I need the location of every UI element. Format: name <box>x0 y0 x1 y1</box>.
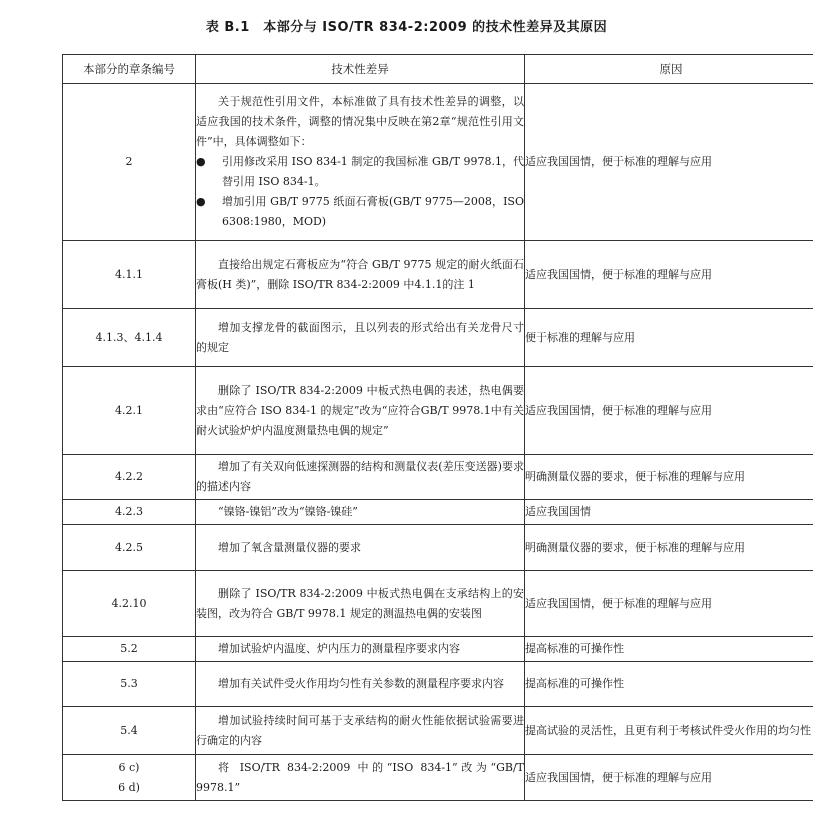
clause-cell: 5.4 <box>63 707 196 755</box>
clause-cell: 2 <box>63 84 196 241</box>
table-row <box>63 367 813 455</box>
table-row <box>63 241 813 309</box>
reason-cell: 适应我国国情，便于标准的理解与应用 <box>525 571 813 637</box>
bullet-item <box>196 152 524 192</box>
clause-line: 6 d) <box>118 780 140 794</box>
reason-cell: 提高试验的灵活性，且更有利于考核试件受火作用的均匀性 <box>525 707 813 755</box>
clause-cell: 4.2.10 <box>63 571 196 637</box>
bullet-icon: ● <box>196 155 206 168</box>
difference-cell: 删除了 ISO/TR 834-2:2009 中板式热电偶的表述，热电偶要求由“应符合 ISO 834-1 的规定”改为“应符合GB/T 9978.1中有关耐火试验炉炉内温度测量热电偶的规定” <box>196 367 525 455</box>
header-clause: 本部分的章条编号 <box>63 55 196 84</box>
clause-cell: 4.2.5 <box>63 525 196 571</box>
difference-cell: 增加了氧含量测量仪器的要求 <box>196 525 525 571</box>
table-row <box>63 571 813 637</box>
difference-cell: 增加了有关双向低速探测器的结构和测量仪表(差压变送器)要求的描述内容 <box>196 455 525 500</box>
header-reason: 原因 <box>525 55 813 84</box>
table-row <box>63 637 813 662</box>
table-row <box>63 500 813 525</box>
clause-cell: 5.2 <box>63 637 196 662</box>
bullet-text: 引用修改采用 ISO 834-1 制定的我国标准 GB/T 9978.1，代替引用 ISO 834-1。 <box>222 155 524 188</box>
difference-cell: 将 ISO/TR 834-2:2009 中的“ISO 834-1”改为“GB/T 9978.1” <box>196 755 525 801</box>
clause-cell: 4.2.3 <box>63 500 196 525</box>
table-row <box>63 84 813 241</box>
differences-table <box>62 54 813 801</box>
bullet-item <box>196 192 524 232</box>
bullet-icon: ● <box>196 195 206 208</box>
reason-cell: 明确测量仪器的要求，便于标准的理解与应用 <box>525 455 813 500</box>
clause-cell: 4.1.1 <box>63 241 196 309</box>
bullet-text: 增加引用 GB/T 9775 纸面石膏板(GB/T 9775—2008，ISO 6308:1980，MOD) <box>222 195 524 228</box>
clause-line: 6 c) <box>118 760 140 774</box>
reason-cell: 明确测量仪器的要求，便于标准的理解与应用 <box>525 525 813 571</box>
difference-cell: 增加支撑龙骨的截面图示，且以列表的形式给出有关龙骨尺寸的规定 <box>196 309 525 367</box>
difference-cell: 增加试验炉内温度、炉内压力的测量程序要求内容 <box>196 637 525 662</box>
reason-cell: 适应我国国情，便于标准的理解与应用 <box>525 755 813 801</box>
table-row <box>63 309 813 367</box>
difference-cell: 直接给出规定石膏板应为“符合 GB/T 9775 规定的耐火纸面石膏板(H 类)”，删除 ISO/TR 834-2:2009 中4.1.1的注 1 <box>196 241 525 309</box>
difference-cell <box>196 84 525 241</box>
reason-cell: 适应我国国情，便于标准的理解与应用 <box>525 241 813 309</box>
header-difference: 技术性差异 <box>196 55 525 84</box>
table-row <box>63 755 813 801</box>
reason-cell: 便于标准的理解与应用 <box>525 309 813 367</box>
clause-cell: 4.2.2 <box>63 455 196 500</box>
difference-text: 关于规范性引用文件，本标准做了具有技术性差异的调整，以适应我国的技术条件，调整的情况集中反映在第2章“规范性引用文件”中，具体调整如下： <box>196 95 524 148</box>
table-row <box>63 525 813 571</box>
reason-cell: 适应我国国情，便于标准的理解与应用 <box>525 84 813 241</box>
difference-cell: “镍铬-镍铝”改为“镍铬-镍硅” <box>196 500 525 525</box>
table-row <box>63 662 813 707</box>
difference-cell: 增加试验持续时间可基于支承结构的耐火性能依据试验需要进行确定的内容 <box>196 707 525 755</box>
reason-cell: 适应我国国情 <box>525 500 813 525</box>
reason-cell: 适应我国国情，便于标准的理解与应用 <box>525 367 813 455</box>
clause-cell: 4.2.1 <box>63 367 196 455</box>
table-title: 表 B.1 本部分与 ISO/TR 834-2:2009 的技术性差异及其原因 <box>205 20 608 35</box>
difference-cell: 增加有关试件受火作用均匀性有关参数的测量程序要求内容 <box>196 662 525 707</box>
table-row <box>63 707 813 755</box>
table-header-row <box>63 55 813 84</box>
clause-cell: 5.3 <box>63 662 196 707</box>
reason-cell: 提高标准的可操作性 <box>525 662 813 707</box>
reason-cell: 提高标准的可操作性 <box>525 637 813 662</box>
table-row <box>63 455 813 500</box>
clause-cell <box>63 755 196 801</box>
clause-cell: 4.1.3、4.1.4 <box>63 309 196 367</box>
difference-cell: 删除了 ISO/TR 834-2:2009 中板式热电偶在支承结构上的安装图，改为符合 GB/T 9978.1 规定的测温热电偶的安装图 <box>196 571 525 637</box>
